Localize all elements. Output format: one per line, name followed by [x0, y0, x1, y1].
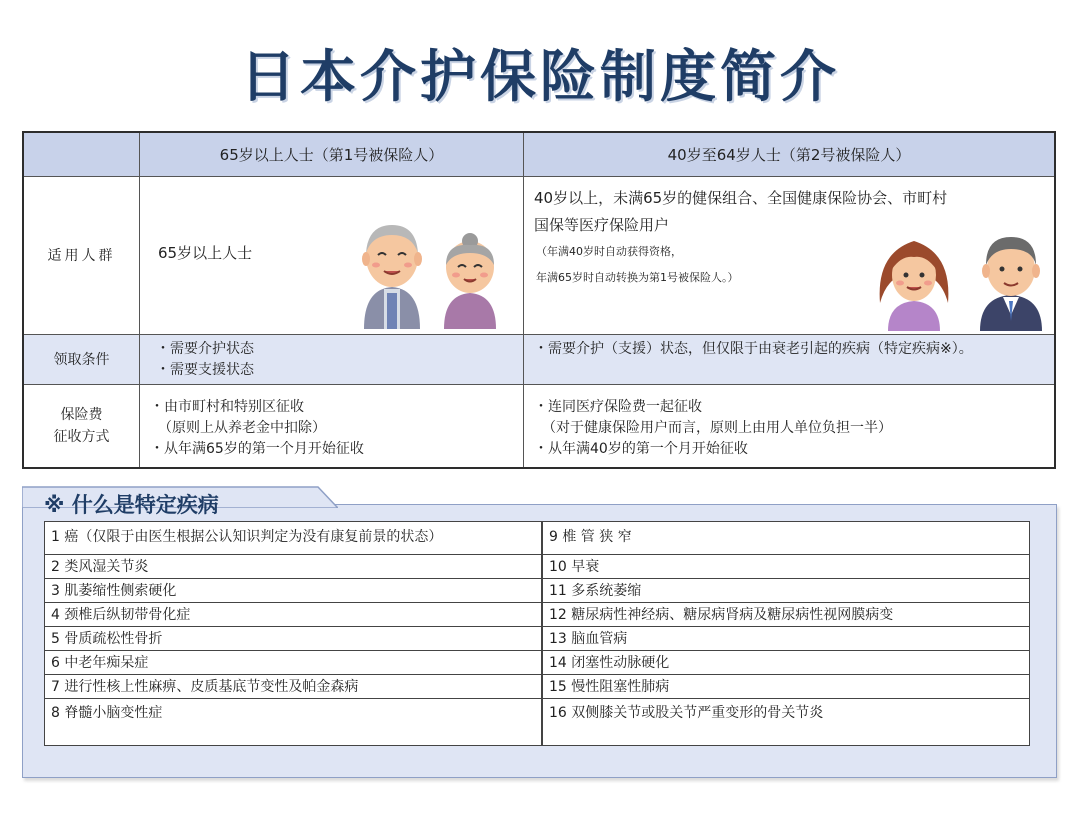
- col2-header-text: 40岁至64岁人士（第2号被保险人）: [667, 146, 911, 164]
- premium-col2-line2: （对于健康保险用户而言，原则上由用人单位负担一半）: [542, 420, 892, 436]
- disease-item: 9 椎 管 狭 窄: [543, 522, 1029, 555]
- col2-header: [524, 133, 1054, 177]
- premium-label-line1: 保险费: [60, 407, 103, 423]
- panel-title: ※ 什么是特定疾病: [44, 493, 219, 517]
- conditions-col1-item1: ・需要介护状态: [156, 341, 254, 357]
- elderly-man-illustration: [356, 219, 428, 329]
- disease-item: 12 糖尿病性神经病、糖尿病肾病及糖尿病性视网膜病变: [543, 603, 1029, 627]
- header-corner: [24, 133, 140, 177]
- conditions-col1: [140, 335, 524, 385]
- disease-item: 7 进行性核上性麻痹、皮质基底节变性及帕金森病: [45, 675, 541, 699]
- conditions-label: [24, 335, 140, 385]
- disease-item: 6 中老年痴呆症: [45, 651, 541, 675]
- disease-item: 5 骨质疏松性骨折: [45, 627, 541, 651]
- eligible-col1: [140, 177, 524, 335]
- insurance-table: [22, 131, 1056, 469]
- page-title: 日本介护保险制度简介: [240, 45, 840, 110]
- eligible-col1-text: 65岁以上人士: [158, 244, 253, 262]
- disease-item: 2 类风湿关节炎: [45, 555, 541, 579]
- col1-header: [140, 133, 524, 177]
- eligible-col2: [524, 177, 1054, 335]
- eligible-label-text: 适用人群: [47, 247, 116, 264]
- premium-col1-line1: ・由市町村和特别区征收: [150, 399, 304, 415]
- middle-aged-man-illustration: [974, 231, 1048, 331]
- col1-header-text: 65岁以上人士（第1号被保险人）: [219, 146, 444, 164]
- premium-col2-line3: ・从年满40岁的第一个月开始征收: [534, 441, 748, 457]
- middle-aged-woman-illustration: [876, 233, 952, 331]
- premium-col1: [140, 385, 524, 467]
- premium-label-line2: 征收方式: [53, 429, 110, 445]
- disease-item: 1 癌（仅限于由医生根据公认知识判定为没有康复前景的状态）: [45, 522, 541, 555]
- disease-item: 14 闭塞性动脉硬化: [543, 651, 1029, 675]
- conditions-label-text: 领取条件: [53, 351, 110, 368]
- elderly-woman-illustration: [438, 233, 502, 329]
- premium-col1-line2: （原则上从养老金中扣除）: [158, 420, 326, 436]
- disease-item: 15 慢性阻塞性肺病: [543, 675, 1029, 699]
- conditions-col1-item2: ・需要支援状态: [156, 362, 254, 378]
- premium-col2-line1: ・连同医疗保险费一起征收: [534, 399, 702, 415]
- disease-list: [44, 521, 1030, 746]
- premium-col2: [524, 385, 1054, 467]
- eligible-col2-line2: 国保等医疗保险用户: [534, 216, 670, 234]
- disease-item: 8 脊髓小脑变性症: [51, 705, 163, 721]
- eligible-col2-note1: （年满40岁时自动获得资格，: [536, 245, 682, 258]
- disease-item: 11 多系统萎缩: [543, 579, 1029, 603]
- disease-item: 10 早衰: [543, 555, 1029, 579]
- eligible-col2-line1: 40岁以上，未满65岁的健保组合、全国健康保险协会、市町村: [534, 189, 948, 207]
- premium-col1-line3: ・从年满65岁的第一个月开始征收: [150, 441, 364, 457]
- premium-label: [24, 385, 140, 467]
- disease-item: 16 双侧膝关节或股关节严重变形的骨关节炎: [549, 705, 824, 721]
- disease-item: 4 颈椎后纵韧带骨化症: [45, 603, 541, 627]
- eligible-label: [24, 177, 140, 335]
- conditions-col2-item1: ・需要介护（支援）状态，但仅限于由衰老引起的疾病（特定疾病※）。: [534, 341, 973, 357]
- eligible-col2-note2: 年满65岁时自动转换为第1号被保险人。）: [536, 271, 739, 284]
- conditions-col2: [524, 335, 1054, 385]
- disease-item: 3 肌萎缩性侧索硬化: [45, 579, 541, 603]
- disease-item: 13 脑血管病: [543, 627, 1029, 651]
